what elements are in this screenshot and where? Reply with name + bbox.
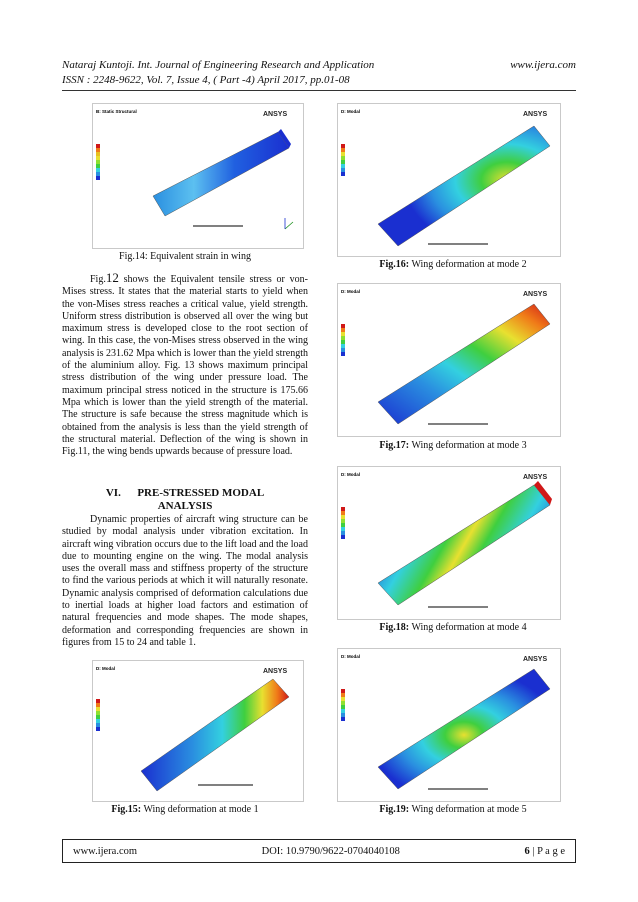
- figure-14-caption: Fig.14: Equivalent strain in wing: [119, 251, 251, 262]
- figure-15-label: Fig.15:: [111, 804, 142, 815]
- figure-19-caption-text: Wing deformation at mode 5: [411, 804, 527, 815]
- figure-19-caption: [330, 804, 576, 815]
- figure-17-caption: [330, 440, 576, 451]
- page-number: 6: [524, 845, 530, 857]
- para1-figure-number: 12: [105, 270, 119, 285]
- section-number: VI.: [105, 487, 121, 499]
- mode2-legend: [341, 144, 345, 176]
- page-footer: [62, 839, 576, 863]
- mode1-legend: [96, 699, 100, 731]
- figure-15-caption: [62, 804, 308, 815]
- header-rule: [62, 90, 576, 91]
- strain-legend: [96, 144, 100, 180]
- section-heading: [62, 487, 308, 513]
- paragraph-stress: [62, 272, 308, 458]
- figure-17-caption-text: Wing deformation at mode 3: [411, 440, 527, 451]
- figure-15-image: [92, 660, 304, 802]
- page-label: | P a g e: [529, 845, 565, 857]
- svg-text:ANSYS: ANSYS: [263, 668, 288, 675]
- issn-line: ISSN : 2248-9622, Vol. 7, Issue 4, ( Part -4) April 2017, pp.01-08: [62, 74, 350, 86]
- svg-text:D: Modal: D: Modal: [341, 289, 360, 294]
- footer-page: [524, 846, 565, 857]
- figure-16-label: Fig.16:: [379, 259, 410, 270]
- left-column-text-2: [62, 514, 308, 649]
- figure-16-image: [337, 103, 561, 257]
- mode3-legend: [341, 324, 345, 356]
- section-title-line2: ANALYSIS: [157, 500, 213, 512]
- paragraph-modal: Dynamic properties of aircraft wing structure can be studied by modal analysis under vibration excitation. In aircraft wing vibration occurs due to the lift load and the load due to mounting engine on the wing. The modal analysis uses the overall mass and stiffness property of the structure to find the various periods at which it will naturally resonate. Dynamic analysis comprised of deformation calculations due to inertial loads at higher load factors and estimation of natural frequencies and mode shapes. The mode shapes, deformation and corresponding frequencies are shown in figures from 15 to 24 and table 1.: [62, 514, 308, 648]
- footer-website: www.ijera.com: [73, 845, 138, 857]
- svg-text:D: Modal: D: Modal: [341, 654, 360, 659]
- figure-17-image: [337, 283, 561, 437]
- svg-text:ANSYS: ANSYS: [523, 474, 548, 481]
- svg-text:D: Modal: D: Modal: [96, 666, 115, 671]
- svg-text:ANSYS: ANSYS: [263, 111, 288, 118]
- mode5-legend: [341, 689, 345, 721]
- running-header: [62, 58, 576, 88]
- journal-website: www.ijera.com: [510, 59, 576, 71]
- svg-text:ANSYS: ANSYS: [523, 291, 548, 298]
- figure-18-caption: [330, 622, 576, 633]
- svg-text:D: Modal: D: Modal: [341, 472, 360, 477]
- journal-citation: Nataraj Kuntoji. Int. Journal of Engineering Research and Application: [62, 59, 375, 71]
- figure-16-caption-text: Wing deformation at mode 2: [411, 259, 527, 270]
- figure-18-caption-text: Wing deformation at mode 4: [411, 622, 527, 633]
- svg-text:B: Static Structural: B: Static Structural: [96, 109, 137, 114]
- svg-text:ANSYS: ANSYS: [523, 111, 548, 118]
- figure-14-image: [92, 103, 304, 249]
- figure-15-caption-text: Wing deformation at mode 1: [143, 804, 259, 815]
- mode4-legend: [341, 507, 345, 539]
- left-column-text: [62, 272, 308, 458]
- figure-18-image: [337, 466, 561, 620]
- section-title-line1: PRE-STRESSED MODAL: [137, 487, 265, 499]
- figure-19-image: [337, 648, 561, 802]
- figure-17-label: Fig.17:: [379, 440, 410, 451]
- svg-text:ANSYS: ANSYS: [523, 656, 548, 663]
- figure-19-label: Fig.19:: [379, 804, 410, 815]
- para1-body: shows the Equivalent tensile stress or von-Mises stress. It states that the material starts to yield when the von-Mises stress reaches a critical value, yield strength. Uniform stress distribution is observed all over the wing but maximum stress is developed close to the root section of wing. In this case, the von-Mises stress observed in the wing analysis is 231.62 Mpa which is lower than the yield strength of the aluminium alloy. Fig. 13 shows maximum principal stress distribution of the wing under pressure load. The maximum principal stress noticed in the structure is 175.66 Mpa which is lower than the yield strength of the material. The structure is safe because the stress magnitude which is obtained from the analysis is less than the yield strength of the structural material. Deflection of the wing is shown in Fig.11, the wing bends upwards because of pressure load.: [62, 274, 308, 458]
- svg-text:D: Modal: D: Modal: [341, 109, 360, 114]
- figure-16-caption: [330, 259, 576, 270]
- figure-18-label: Fig.18:: [379, 622, 410, 633]
- para1-lead: Fig.: [90, 274, 106, 285]
- footer-doi: DOI: 10.9790/9622-0704040108: [261, 845, 400, 857]
